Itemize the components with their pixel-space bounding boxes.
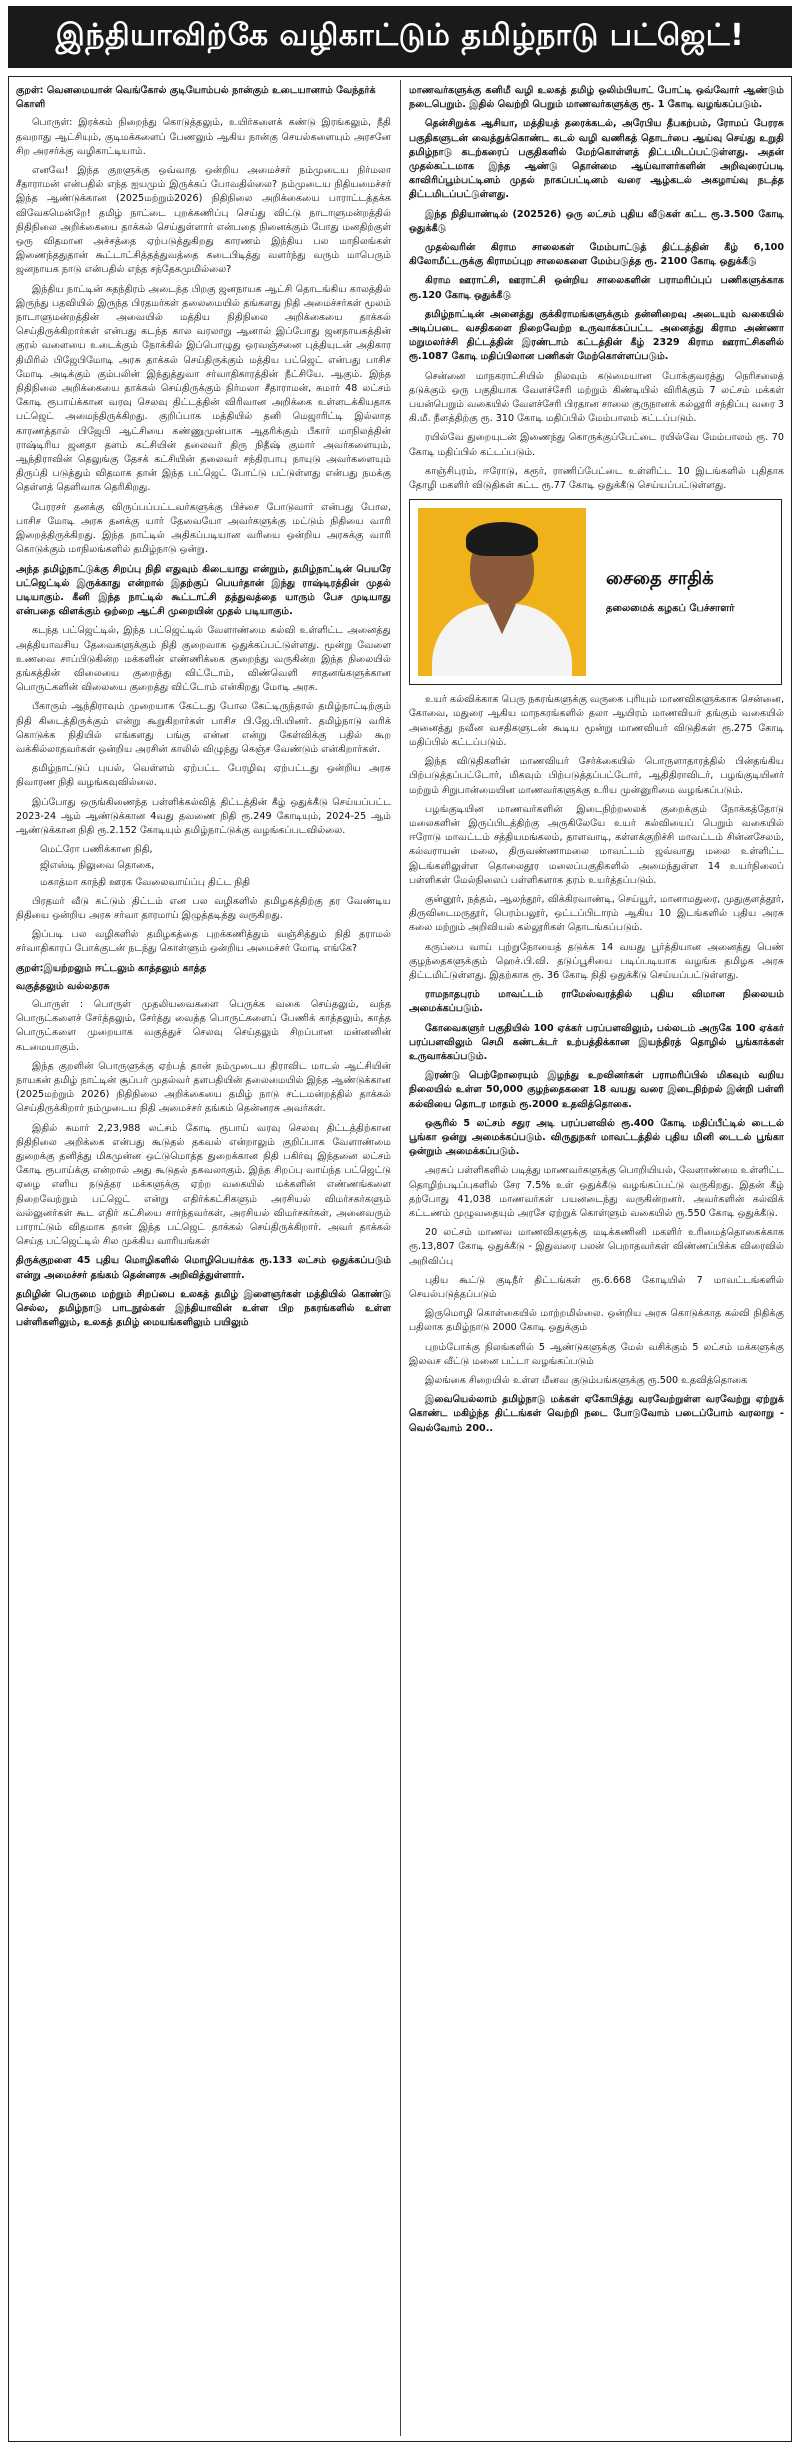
paragraph-emphasis: தென்சிறுக்க ஆசியா, மத்தியத் தரைக்கடல், அரேபிய தீபகற்பம், ரோமப் பேரரசு பகுதிகளுடன் வைத்துக்கொண்ட கடல் வழி வணிகத் தொடர்பை ஆய்வு செய்து உறுதி தமிழ்நாடு கடற்கரைப் பகுதிகளில் மேற்கொள்ளத் திட்டமிடப்பட்டுள்ளது. அதன் முதல்கட்டமாக இந்த ஆண்டு தொன்மை ஆய்வாளர்களின் அறிவுரைப்படி காவிரிப்பூம்பட்டினம் முதல் நாகப்பட்டினம் வரை ஆழ்கடல் அகழாய்வு நடத்த திட்டமிடப்பட்டுள்ளது.: [409, 118, 784, 201]
headline: இந்தியாவிற்கே வழிகாட்டும் தமிழ்நாடு பட்ஜெட்!: [55, 17, 745, 53]
paragraph: பொருள்: இரக்கம் நிறைந்து கொடுத்தலும், உயிர்களைக் கண்டு இரங்கலும், நீதி தவறாது ஆட்சியும், குடிமக்களைப் பேணலும் ஆகிய நான்கு செயல்களையும் அரசனே சிற அரசர்க்கு வழிகாட்டியாம்.: [16, 117, 391, 157]
paragraph-emphasis: ஒசூரில் 5 லட்சம் சதுர அடி பரப்பளவில் ரூ.400 கோடி மதிப்பீட்டில் டைடல் பூங்கா ஒன்று அமைக்கப்படும். விருதுநகர் மாவட்டத்தில் புதிய மினி டைடல் பூங்கா ஒன்றும் அமைக்கப்படும்.: [409, 1117, 784, 1158]
paragraph-emphasis: அந்த தமிழ்நாட்டுக்கு சிறப்பு நிதி எதுவும் கிடையாது என்றும், தமிழ்நாட்டின் பெயரே பட்ஜெட்டில் இருக்காது என்றால் இதற்குப் பெயர்தான் இந்து ராஷ்டிரத்தின் முதல் படியாகும். கீனி இந்த நாட்டில் கூட்டாட்சி தத்துவத்தை யாரும் பேச முடியாது என்பதை விளக்கும் ஒற்றை ஆட்சி முறையின் முதல் படியாகும்.: [16, 563, 391, 618]
list-item: ஜிஎஸ்டி நிலுவை தொகை,: [40, 860, 155, 872]
paragraph: ரயில்வே துறையுடன் இணைந்து கொருக்குப்பேட்டை ரயில்வே மேம்பாலம் ரூ. 70 கோடி மதிப்பில் கட்டப்படும்.: [409, 432, 784, 458]
author-name: சைதை சாதிக்: [606, 568, 714, 590]
kural-verse-2-line-2: வகுத்தலும் வல்லதரசு: [16, 980, 110, 992]
paragraph-emphasis: தமிழின் பெருமை மற்றும் சிறப்பை உலகத் தமிழ் இளைஞர்கள் மத்தியில் கொண்டு செல்ல, தமிழ்நாடு பாடநூல்கள் இந்தியாவின் உள்ள பிற நகரங்களில் உள்ள பள்ளிகளிலும், உலகத் தமிழ் மையங்களிலும் பயிலும்: [16, 1288, 391, 1329]
author-box: [409, 499, 782, 685]
paragraph: கருப்பை வாய் புற்றுநோயைத் தடுக்க 14 வயது பூர்த்தியான அனைத்து பெண் குழந்தைகளுக்கும் ஹெச்.பி.வி. தடுப்பூசியை படிப்படியாக வழங்க தமிழக அரசு திட்டமிட்டுள்ளது. இதற்காக ரூ. 36 கோடி நிதி ஒதுக்கீடு செய்யப்பட்டுள்ளது.: [409, 941, 784, 981]
right-column: [409, 84, 784, 2434]
paragraph-emphasis: ராமநாதபுரம் மாவட்டம் ராமேஸ்வரத்தில் புதிய விமான நிலையம் அமைக்கப்படும்.: [409, 989, 784, 1015]
paragraph: பீகாரும் ஆந்திராவும் முறையாக கேட்டது போல கேட்டிருந்தால் தமிழ்நாட்டிற்கும் நிதி கிடைத்திருக்கும் என்று கூறுகிறார்கள் பாசிச பி.ஜே.பி.யினர். தமிழ்நாடு வரிக் கொடுக்க நிதியில் எங்களது பங்கு என்ன என்று கேள்விக்கு பதில் கூற வக்கில்லாதவர்கள் ஒன்றிய அரசின் காலில் விழுந்து கெஞ்ச வேண்டும் என்கிறார்கள்.: [16, 701, 391, 755]
paragraph: தமிழ்நாட்டுப் புயல், வெள்ளம் ஏற்பட்ட பேரழிவு ஏற்பட்டது ஒன்றிய அரசு நிவாரண நிதி வழங்கவுவில்லை.: [16, 763, 391, 789]
kural-verse-2-line-1: குறள்:இயற்றலும் ஈட்டலும் காத்தலும் காத்த: [16, 962, 207, 974]
paragraph: இந்த விடுதிகளின் மாணவியர் சேர்க்கையில் பொருளாதாரத்தில் பின்தங்கிய பிற்படுத்தப்பட்டோர், மிகவும் பிற்படுத்தப்பட்டோர், ஆதிதிராவிடர், பழங்குடியினர் மற்றும் சிறுபான்மையின மாணவர்களுக்கு உரிய முன்னுரிமை வழங்கப்படும்.: [409, 756, 784, 796]
paragraph: இந்த குறளின் பொருளுக்கு ஏற்பத் தான் நம்முடைய திராவிட மாடல் ஆட்சியின் நாயகன் தமிழ் நாட்டின் சூப்பர் முதல்வர் தளபதியின் தலைமையில் இந்த ஆண்டுக்கான (2025மற்றும் 2026) நிதிநிலை அறிக்கையை தமிழ் நாடு சட்டமன்றத்தில் தாக்கல் செய்திருக்கிறார் நம்முடைய நிதி அமைச்சர் தங்கம் தென்னரசு அவர்கள்.: [16, 1060, 391, 1115]
list-item: மெட்ரோ பணிக்கான நிதி,: [40, 844, 153, 856]
author-role: தலைமைக் கழகப் பேச்சாளர்: [606, 603, 735, 615]
paragraph: பழங்குடியின மாணவர்களின் இடைநிற்றலைக் குறைக்கும் நோக்கத்தோடு மலைகளின் இருப்பிடத்திற்கு அருகிலேயே உயர் கல்வியைப் பெறும் வகையில் ஈரோடு மாவட்டம் சத்தியமங்கலம், தாளவாடி, கள்ளக்குறிச்சி மாவட்டம் சின்னசேலம், கல்வராயன் மலை, திருவண்ணாமலை மாவட்டம் ஜவ்வாது மலை உள்ளிட்ட இடங்களிலுள்ள தொலைதூர மலைப்பகுதிகளில் அமைந்துள்ள 14 உயர்நிலைப் பள்ளிகள் மேல்நிலைப் பள்ளிகளாக தரம் உயர்த்தப்படும்.: [409, 803, 784, 886]
pending-funds-list: [16, 843, 391, 890]
paragraph-emphasis: முதல்வரின் கிராம சாலைகள் மேம்பாட்டுத் திட்டத்தின் கீழ் 6,100 கிலோமீட்டருக்கு கிராமப்புற சாலைகளை மேம்படுத்த ரூ. 2100 கோடி ஒதுக்கீடு: [409, 242, 784, 268]
paragraph: குன்னூர், நத்தம், ஆலந்தூர், விக்கிரவாண்டி, செய்யூர், மானாமதுரை, முதுகுளத்தூர், திருவிடைமருதூர், பெரம்பலூர், ஒட்டப்பிடாரம் ஆகிய 10 இடங்களில் புதிய அரசு கலை மற்றும் அறிவியல் கல்லூரிகள் தொடங்கப்படும்.: [409, 893, 784, 934]
paragraph: இலங்கை சிறையில் உள்ள மீனவ குடும்பங்களுக்கு ரூ.500 உதவித்தொகை: [425, 1375, 748, 1387]
paragraph: இருமொழி கொள்கையில் மாற்றமில்லை. ஒன்றிய அரசு கொடுக்காத கல்வி நிதிக்கு பதிலாக தமிழ்நாடு 2000 கோடி ஒதுக்கும்: [409, 1308, 784, 1334]
paragraph-emphasis: தமிழ்நாட்டின் அனைத்து குக்கிராமங்களுக்கும் தன்னிறைவு அடையும் வகையில் அடிப்படை வசதிகளை நிறைவேற்ற உருவாக்கப்பட்ட அனைத்து கிராம அண்ணா மறுமலர்ச்சி திட்டத்தின் இரண்டாம் கட்டத்தின் கீழ் 2329 கிராம ஊராட்சிகளில் ரூ.1087 கோடி மதிப்பிலான பணிகள் மேற்கொள்ளப்படும்.: [409, 308, 784, 363]
paragraph: பொருள் : பொருள் முதலியவைகளை பெருக்க வகை செய்தலும், வந்த பொருட்களைச் சேர்த்தலும், சேர்த்து வைத்த பொருட்களைப் பேணிக் காத்தலும், காத்த பொருட்களை முறையாக வகுத்துச் செலவு செய்தலும் சிறப்பான மன்னனின் கடமையாகும்.: [16, 998, 391, 1053]
paragraph: புதிய கூட்டு குடிநீர் திட்டங்கள் ரூ.6.668 கோடியில் 7 மாவட்டங்களில் செயல்படுத்தப்படும்: [409, 1274, 784, 1300]
paragraph-emphasis: கோவைகளுர் பகுதியில் 100 ஏக்கர் பரப்பளவிலும், பல்லடம் அருகே 100 ஏக்கர் பரப்பளவிலும் செமி கண்டக்டர் உற்பத்திக்கான இயந்திரத் தொழில் பூங்காக்கள் உருவாக்கப்படும்.: [409, 1022, 784, 1062]
paragraph: இதில் சுமார் 2,23,988 லட்சம் கோடி ரூபாய் வரவு செலவு திட்டத்திற்கான நிதிநிலை அறிக்கை என்பது கூடுதல் தகவல் என்றாலும் குறிப்பாக வேளாண்மை துறைக்கு தனித்து மிகமுன்ன ஒட்டுமொத்த துறைக்கான நிதி பகிர்வு இந்தனை லட்சம் கோடி ரூபாய்க்கு என்றால் அது கூடுதல் தகவலாகும். இந்த சிறப்பு வாய்ந்த பட்ஜெட்டு ஏழை எளிய நடுத்தர மக்களுக்கு ஏற்ற வகையில் மக்களின் எண்ணங்களை நிறைவேற்றும் பட்ஜெட் என்று எதிர்க்கட்சிகளும் அரசியல் விமர்சகர்களும் வல்லுனர்கள் கூட எதிர் கட்சியை சார்ந்தவர்கள், அரசியல் விமர்சகர்கள், அனைவரும் பாராட்டும் விதமாக தான் இந்த பட்ஜெட் தாக்கல் செய்திருக்கிறார். அவர் தாக்கல் செய்த பட்ஜெட்டில் சில முக்கிய வாரியங்கள்: [16, 1122, 391, 1248]
paragraph: பிரதமர் வீடு கட்டும் திட்டம் என பல வழிகளில் தமிழகத்திற்கு தர வேண்டிய நிதியை ஒன்றிய அரசு சர்வா தாரமாய் இழுத்தடித்து வருகிறது.: [16, 895, 391, 921]
left-column: [16, 84, 391, 2434]
paragraph: எனவே! இந்த குறளுக்கு ஒவ்வாத ஒன்றிய அமைச்சர் நம்முடைய நிர்மலா சீதாராமன் என்பதில் எந்த ஐயமும் இருக்கப் போவதில்லை? நம்முடைய நிதியமைச்சர் இந்த ஆண்டுக்கான (2025மற்றும்2026) நிதிநிலை அறிக்கையை பாராட்டத்தக்க விவேகமென்றே! தமிழ் நாட்டை புறக்கணிப்பு செய்து விட்டு நாடாளுமன்றத்தில் நிதிநிலை அறிக்கையை தாக்கல் செய்துள்ளார் என்பதை நினைக்கும் போது மனதிற்குள் ஒரு விதமான அச்சத்தை ஏற்படுத்துகிறது காரணம் இந்திய பல மாநிலங்கள் இணைந்ததுதான் கூட்டாட்சித்தத்துவத்தை கடைபிடித்து வளர்ந்து வரும் மாபெரும் ஜனநாயக நாடு என்பதில் எந்த சந்தேகமுமில்லை?: [16, 165, 391, 276]
closing-paragraph: இவையெல்லாம் தமிழ்நாடு மக்கள் ஏகோபித்து வரவேற்றுள்ள வரவேற்று ஏற்றுக் கொண்ட மகிழ்ந்த திட்டங்கள் வெற்றி நடை போடுவோம் படைப்போம் வரலாறு - வெல்வோம் 200..: [409, 1394, 784, 1434]
kural-verse-1: குறள்: வெனமையான் வெங்கோல் குடியோம்பல் நான்கும் உடையானாம் வேந்தர்க் கொளி: [16, 85, 376, 111]
paragraph: 20 லட்சம் மாணவ மாணவிகளுக்கு மடிக்கணினி மகளிர் உரிமைத்தொகைக்காக ரூ.13,807 கோடி ஒதுக்கீடு - இதுவரை பலன் பெறாதவர்கள் விண்ணப்பிக்க விரைவில் அறிவிப்பு: [409, 1227, 784, 1267]
hair-shape: [466, 522, 538, 556]
paragraph-emphasis: திருக்குறளை 45 புதிய மொழிகளில் மொழிபெயர்க்க ரூ.133 லட்சம் ஒதுக்கப்படும் என்று அமைச்சர் தங்கம் தென்னரசு அறிவித்துள்ளார்.: [16, 1255, 391, 1281]
paragraph-emphasis: கிராம ஊராட்சி, ஊராட்சி ஒன்றிய சாலைகளின் பராமரிப்புப் பணிகளுக்காக ரூ.120 கோடி ஒதுக்கீடு: [409, 275, 784, 301]
paragraph-emphasis: மாணவர்களுக்கு கனிமீ வழி உலகத் தமிழ் ஒலிம்பியாட் போட்டி ஒவ்வோர் ஆண்டும் நடைபெறும். இதில் வெற்றி பெறும் மாணவர்களுக்கு ரூ. 1 கோடி வழங்கப்படும்.: [409, 85, 784, 111]
paragraph: கடந்த பட்ஜெட்டில், இந்த பட்ஜெட்டில் வேளாண்மை கல்வி உள்ளிட்ட அனைத்து அத்தியாவசிய தேவைகளுக்கும் நிதி குறைவாக ஒதுக்கப்பட்டுள்ளது. மூன்று வேளை உணவை சாப்பிடுகின்ற மக்களின் எண்ணிக்கை குறைந்து வருகின்ற இந்த நிலையில் தங்கத்தின் விலையை குறைத்து விட்டோம், விண்வெளி சாதனங்களுக்கான பொருட்களின் விலையை குறைத்து விட்டோம் என்கிறது மோடி அரசு.: [16, 625, 391, 694]
paragraph-emphasis: இந்த நிதியாண்டில் (202526) ஒரு லட்சம் புதிய வீடுகள் கட்ட ரூ.3.500 கோடி ஒதுக்கீடு: [409, 208, 784, 234]
paragraph: அரசுப் பள்ளிகளில் படித்து மாணவர்களுக்கு பொறியியல், வேளாண்மை உள்ளிட்ட தொழிற்படிப்புகளில் சேர 7.5% உள் ஒதுக்கீடு வழங்கப்பட்டு வருகிறது. இதன் கீழ் தற்போது 41,038 மாணவர்கள் பயனடைந்து வருகின்றனர். அவர்களின் கல்விக் கட்டணம் முழுவதையும் அரசே ஏற்றுக் கொள்ளும் வகையில் ரூ.550 கோடி ஒதுக்கீடு.: [409, 1165, 784, 1219]
paragraph: சென்னை மாநகராட்சியில் நிலவும் கடுமையான போக்குவரத்து நெரிசலைத் தடுக்கும் ஒரு பகுதியாக வேளச்சேரி மற்றும் கிண்டியில் விரிக்கும் 7 லட்சம் மக்கள் பயன்பெறும் வகையில் வேளச்சேரி பிரதான சாலை குருநானக் கல்லூரி சந்திப்பு வரை 3 கி.மீ. நீளத்திற்கு ரூ. 310 கோடி மதிப்பில் மேம்பாலம் கட்டப்படும்.: [409, 370, 784, 425]
author-photo: [418, 508, 586, 676]
paragraph: உயர் கல்விக்காக பெரு நகரங்களுக்கு வருகை புரியும் மாணவிகளுக்காக சென்னை, கோவை, மதுரை ஆகிய மாநகரங்களில் தலா ஆயிரம் மாணவியர் தங்கும் வகையில் அனைத்து நவீன வசதிகளுடன் கூடிய மூன்று மாணவியர் விடுதிகள் ரூ.275 கோடி மதிப்பில் கட்டப்படும்.: [409, 694, 784, 748]
paragraph: இப்படி பல வழிகளில் தமிழகத்தை புறக்கணித்தும் வஞ்சித்தும் நிதி தராமல் சர்வாதிகாரப் போக்குடன் நடந்து கொள்ளும் ஒன்றிய அமைச்சர் மோடி எங்கே?: [16, 929, 391, 955]
paragraph: புறம்போக்கு நிலங்களில் 5 ஆண்டுகளுக்கு மேல் வசிக்கும் 5 லட்சம் மக்களுக்கு இலவச வீட்டு மனை பட்டா வழங்கப்படும்: [409, 1341, 784, 1367]
column-divider: [400, 80, 401, 2436]
paragraph: பேரரசர் தனக்கு விருப்பப்பட்டவர்களுக்கு பிச்சை போடுவார் என்பது போல, பாசிச மோடி அரசு தனக்கு யார் தேவையோ அவர்களுக்கு மட்டும் நிதியை வாரி இறைத்திருக்கிறது. இந்த நாட்டில் அதிகப்படியான வரியை ஒன்றிய அரசுக்கு வாரி கொடுக்கும் மாநிலங்களில் தமிழ்நாடு ஒன்று.: [16, 501, 391, 556]
paragraph: காஞ்சிபுரம், ஈரோடு, கரூர், ராணிப்பேட்டை உள்ளிட்ட 10 இடங்களில் புதிதாக தோழி மகளிர் விடுதிகள் கட்ட ரூ.77 கோடி ஒதுக்கீடு செய்யப்பட்டுள்ளது.: [409, 465, 784, 492]
headline-banner: [8, 6, 792, 68]
paragraph-emphasis: இரண்டு பெற்றோரையும் இழந்து உறவினர்கள் பராமரிப்பில் மிகவும் வறிய நிலையில் உள்ள 50,000 குழந்தைகளை 18 வயது வரை இடைநிற்றல் இன்றி பள்ளி கல்வியை தொடர மாதம் ரூ.2000 உதவித்தொகை.: [409, 1070, 784, 1110]
paragraph: இப்போது ஒருங்கிணைந்த பள்ளிக்கல்வித் திட்டத்தின் கீழ் ஒதுக்கீடு செய்யப்பட்ட 2023-24 ஆம் ஆண்டுக்கான 4வது தவணை நிதி ரூ.249 கோடியும், 2024-25 ஆம் ஆண்டுக்கான நிதி ரூ.2.152 கோடியும் தமிழ்நாட்டுக்கு வழங்கப்படவில்லை.: [16, 796, 391, 836]
paragraph: இந்திய நாட்டின் சுதந்திரம் அடைந்த பிறகு ஜனநாயக ஆட்சி தொடங்கிய காலத்தில் இருந்து பதவியில் இருந்த பிரதமர்கள் தலைமையில் தங்களது நிதி அமைச்சர்கள் மூலம் நாடாளுமன்றத்தின் அவையில் மத்திய நிதிநிலை அறிக்கையை தாக்கல் செய்திருக்கிறார்கள் என்பது கடந்த கால வரலாறு ஆனால் இப்போது ஜனநாயகத்தின் குரல் வளையை உடைக்கும் நோக்கில் இப்பொழுது ஒரவஞ்சனை புத்தியுடன் அதிகார திமிரில் பிஜேபிமோடி அரசு தாக்கல் செய்திருக்கும் மத்திய பட்ஜெட் என்பது பாசிச மோடி அடிக்கும் கும்பலின் இந்துத்துவா சர்வாதிகாரத்தின் நீட்சியே. ஆகும். இந்த நிதிநிலை அறிக்கையை தாக்கல் செய்திருக்கும் நிர்மலா சீதாராமன், சுமார் 48 லட்சம் கோடி ரூபாய்க்கான வரவு செலவு திட்டத்தின் விரிவான அறிக்கை உள்ளடக்கியதாக பட்ஜெட் அமைந்திருக்கிறது. குறிப்பாக மத்தியில் தனி மெஜாரிட்டி இல்லாத காரணத்தால் பிஜேபி ஆட்சியை கண்ணுமுன்பாக ஆதரிக்கும் பீகார் மாநிலத்தின் ராஷ்டிரிய ஜனதா தளம் கட்சியின் தலைவர் திரு நிதீஷ் குமார் அவர்களையும், ஆந்திராவின் தெலுங்கு தேசக் கட்சியின் தலைவர் சந்திரபாபு நாயுடு அவர்களையும் திருப்தி படுத்தும் விதமாக தான் இந்த பட்ஜெட் போட்டு பட்டுள்ளது என்பது நமக்கு தெள்ளத் தெளிவாக தெரிகிறது.: [16, 283, 391, 494]
list-item: மகாத்மா காந்தி ஊரக வேலைவாய்ப்பு திட்ட நிதி: [40, 876, 251, 888]
